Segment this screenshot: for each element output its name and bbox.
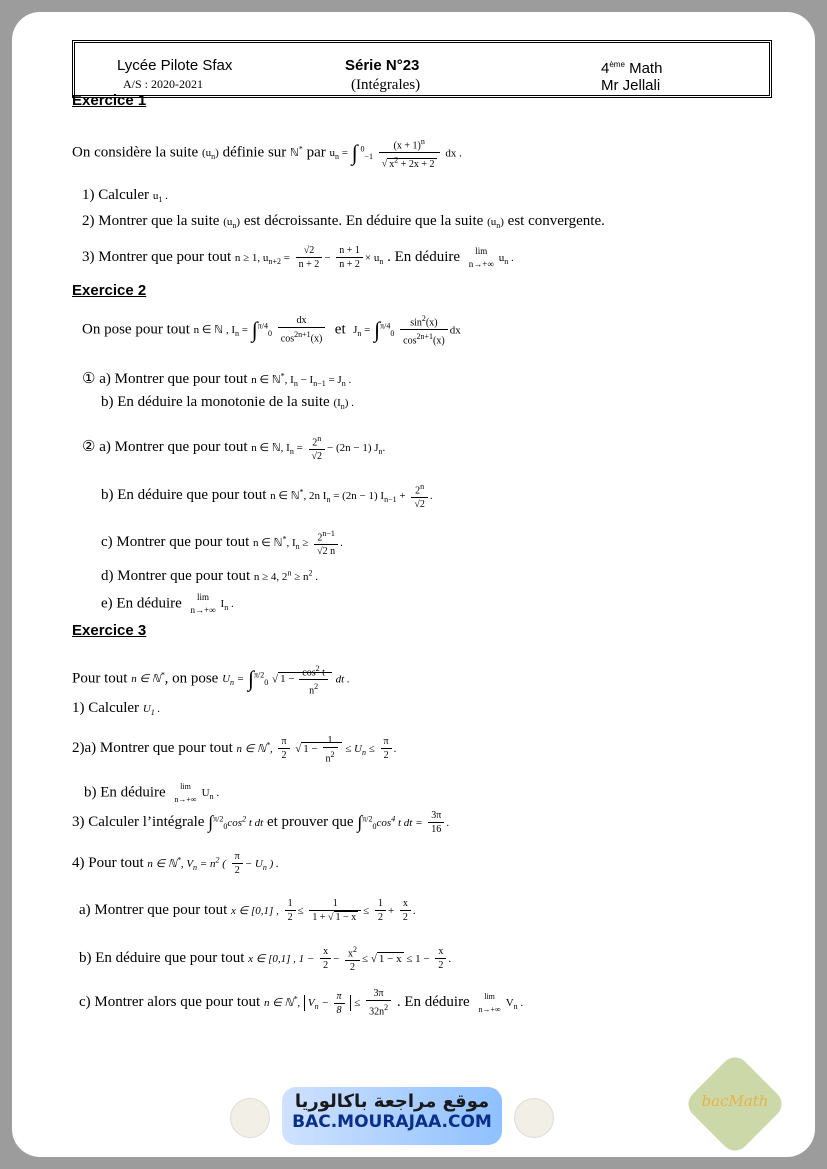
ex3-q1: 1) Calculer $U_1$ . bbox=[72, 700, 161, 718]
ex3-intro: Pour tout n ∈ ℕ*, on pose $U_n = \int^{\pi/2}_0$ √ 1 − $\frac{\cos^2 t}{n^2}$ dt . bbox=[72, 664, 350, 697]
ex2-q2c: c) Montrer que pour tout n ∈ ℕ*, $I_n$ ≥ $\frac{2^{n-1}}{√2 n}$ . bbox=[101, 529, 343, 558]
ex2-intro: On pose pour tout n ∈ ℕ , $I_n = \int^{\pi/4}_0$ $\frac{dx}{\cos^{2n+1}(x)}$ et $J_n = \int^{\pi/4}_0$ $\frac{\sin^2(x)}{\cos^{2n+1}(x)}$ dx bbox=[82, 314, 461, 347]
ex2-q1a: ① a) Montrer que pour tout n ∈ ℕ*, $I_n - I_{n-1} = J_n$ . bbox=[82, 371, 352, 389]
teacher-name: Mr Jellali bbox=[601, 77, 661, 94]
footer-banner[interactable] bbox=[282, 1087, 502, 1145]
ex1-title: Exercice 1 bbox=[72, 92, 147, 109]
bacmath-badge-text: bacMath bbox=[701, 1092, 769, 1110]
school-name: Lycée Pilote Sfax bbox=[117, 57, 233, 74]
ex1-q2: 2) Montrer que la suite $(u_n)$ est décroissante. En déduire que la suite $(u_n)$ est convergente. bbox=[82, 213, 605, 231]
ex2-q1b: b) En déduire la monotonie de la suite $(I_n)$ . bbox=[101, 394, 354, 412]
ex3-q4c: c) Montrer alors que pour tout n ∈ ℕ*, $V_n$ − $\frac{\pi}{8}$ ≤ $\frac{3\pi}{32n^2}$ . En déduire lim n→+∞ $V_n$ . bbox=[79, 988, 524, 1018]
ex2-q2a: ② a) Montrer que pour tout n ∈ ℕ, $I_n$ = $\frac{2^n}{√2}$ − (2n − 1) $J_n$. bbox=[82, 434, 386, 463]
series-topic: (Intégrales) bbox=[351, 77, 421, 93]
ex2-q2b: b) En déduire que pour tout n ∈ ℕ*, 2n $I_n = (2n - 1) I_{n-1}$ + $\frac{2^n}{√2}$ . bbox=[101, 482, 433, 511]
seal-icon-left bbox=[230, 1098, 270, 1138]
ex3-q4: 4) Pour tout n ∈ ℕ*, $V_n = n^2$ ( $\frac{\pi}{2}$ − $U_n$ ) . bbox=[72, 851, 279, 876]
ex3-q2a: 2)a) Montrer que pour tout n ∈ ℕ*, $\frac{\pi}{2}$ √ 1 − $\frac{1}{n^2}$ ≤ $U_n$ ≤ $\frac{\pi}{2}$ . bbox=[72, 735, 397, 765]
ex1-q1: 1) Calculer $u_1$ . bbox=[82, 187, 168, 205]
class-label: 4ème Math bbox=[601, 60, 663, 77]
school-year: A/S : 2020-2021 bbox=[123, 77, 204, 91]
ex3-q3: 3) Calculer l’intégrale $\int^{\pi/2}_0\cos^2$ t dt et prouver que $\int^{\pi/2}_0\cos^4$ t dt = $\frac{3\pi}{16}$ . bbox=[72, 810, 450, 835]
ex2-title: Exercice 2 bbox=[72, 282, 147, 299]
footer-url[interactable]: BAC.MOURAJAA.COM bbox=[292, 1112, 492, 1132]
seal-icon-right bbox=[514, 1098, 554, 1138]
ex2-q2d: d) Montrer que pour tout n ≥ 4, $2^n \ge n^2$ . bbox=[101, 568, 318, 584]
ex3-q2b: b) En déduire lim n→+∞ $U_n$ . bbox=[84, 782, 220, 804]
footer-arabic: موقع مراجعة باكالوريا bbox=[294, 1091, 490, 1112]
header-box bbox=[72, 40, 772, 98]
ex2-q2e: e) En déduire lim n→+∞ $I_n$ . bbox=[101, 592, 234, 615]
page bbox=[12, 12, 815, 1157]
ex3-q4b: b) En déduire que pour tout x ∈ [0,1] , 1 − $\frac{x}{2}$ − $\frac{x^2}{2}$ ≤ √ 1 − x ≤ 1 − $\frac{x}{2}$ . bbox=[79, 945, 452, 974]
ex1-intro: On considère la suite $(u_n)$ définie sur ℕ* par $u_n$ = ∫ $^0_{-1}$ $\frac{(x + 1)^n}{√ x^2 + 2x + 2}$ dx . bbox=[72, 137, 462, 170]
ex3-q4a: a) Montrer que pour tout x ∈ [0,1] , $\frac{1}{2}$ ≤ $\frac{1}{1 + √ 1 - x}$ ≤ $\frac{1}{2}$ + $\frac{x}{2}$ . bbox=[79, 898, 416, 923]
ex3-title: Exercice 3 bbox=[72, 622, 147, 639]
ex1-q3: 3) Montrer que pour tout n ≥ 1, $u_{n+2}$ = $\frac{√2}{n + 2}$ − $\frac{n + 1}{n + 2}$ × $u_n$ . En déduire lim n→+∞ $u_n$ . bbox=[82, 245, 514, 270]
series-title: Série N°23 bbox=[345, 57, 420, 74]
